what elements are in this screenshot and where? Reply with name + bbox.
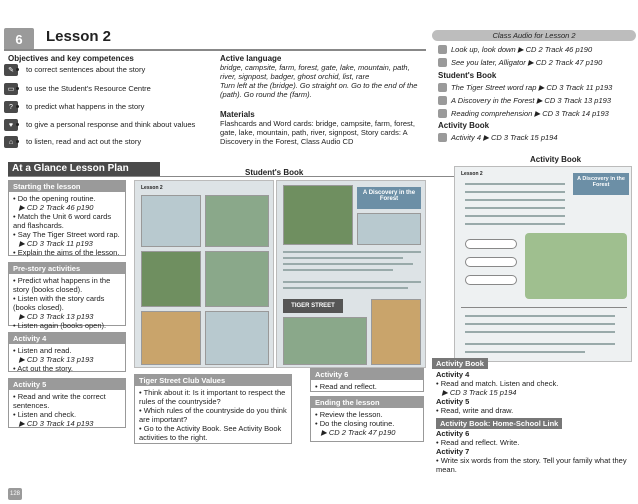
box-line: • Do the opening routine. xyxy=(13,194,96,203)
story-panel xyxy=(205,195,269,247)
ab-a4-title: Activity 4 xyxy=(436,370,470,379)
text-line xyxy=(283,281,421,283)
box-line: • Say The Tiger Street word rap. xyxy=(13,230,120,239)
box-title: Tiger Street Club Values xyxy=(135,375,291,386)
speech-bubble xyxy=(465,275,517,285)
text-line xyxy=(465,315,615,317)
text-line xyxy=(465,199,565,201)
text-line xyxy=(465,331,615,333)
activity5-box xyxy=(8,378,126,428)
story-title-banner: A Discovery in the Forest xyxy=(357,187,421,209)
students-book-page-left xyxy=(134,180,274,368)
tiger-street-sign: TIGER STREET xyxy=(283,299,343,313)
audio-row: A Discovery in the Forest ▶ CD 3 Track 13 p193 xyxy=(438,96,634,105)
ab-a5-title: Activity 5 xyxy=(436,397,470,406)
story-panel xyxy=(205,311,269,365)
class-audio-title: Class Audio for Lesson 2 xyxy=(432,30,636,41)
ab-side-notes xyxy=(436,370,636,474)
box-line: ▶ CD 3 Track 14 p193 xyxy=(19,419,94,428)
box-title: Activity 6 xyxy=(311,369,423,380)
starting-lesson-box xyxy=(8,180,126,256)
box-line: • Act out the story. xyxy=(13,364,74,373)
ab-a6-title: Activity 6 xyxy=(436,429,470,438)
objective-item: to correct sentences about the story xyxy=(16,65,145,74)
prestory-box xyxy=(8,262,126,330)
ab-home-head: Activity Book: Home-School Link xyxy=(436,418,562,429)
text-line xyxy=(283,263,413,265)
unit-number: 6 xyxy=(15,31,23,47)
text-line xyxy=(465,223,565,225)
map-illustration xyxy=(525,233,627,299)
active-language-text: bridge, campsite, farm, forest, gate, lake, mountain, path, river, signpost, badger, ghost orchid, list, rare xyxy=(220,63,410,81)
lesson-title: Lesson 2 xyxy=(46,28,112,45)
at-a-glance-title: At a Glance Lesson Plan xyxy=(8,162,160,176)
ab-line: • Read and reflect. Write. xyxy=(436,438,520,447)
audio-row: The Tiger Street word rap ▶ CD 3 Track 11 p193 xyxy=(438,83,634,92)
box-line: • Think about it: Is it important to respect the rules of the countryside? xyxy=(139,388,286,406)
activity-book-label: Activity Book xyxy=(530,155,582,164)
box-title: Activity 5 xyxy=(9,379,125,390)
box-title: Pre-story activities xyxy=(9,263,125,274)
students-book-label: Student's Book xyxy=(245,168,304,177)
story-panel xyxy=(205,251,269,307)
audio-row: Activity 4 ▶ CD 3 Track 15 p194 xyxy=(438,133,634,142)
box-line: • Listen and read. xyxy=(13,346,72,355)
active-language-title: Active language xyxy=(220,54,282,63)
text-line xyxy=(465,215,565,217)
thumb-lesson: Lesson 2 xyxy=(141,185,163,191)
story-panel xyxy=(141,251,201,307)
activity4-box xyxy=(8,332,126,372)
audio-row: See you later, Alligator ▶ CD 2 Track 47 p190 xyxy=(438,58,634,67)
box-line: • Review the lesson. xyxy=(315,410,383,419)
text-line xyxy=(465,351,585,353)
materials-title: Materials xyxy=(220,110,255,119)
divider xyxy=(461,307,627,308)
text-line xyxy=(465,191,565,193)
text-line xyxy=(283,269,393,271)
objectives-title: Objectives and key competences xyxy=(8,54,134,63)
ab-side-head: Activity Book xyxy=(432,358,488,369)
box-line: • Which rules of the countryside do you think are important? xyxy=(139,406,287,424)
students-book-audio-title: Student's Book xyxy=(438,71,497,80)
active-language-instructions: Turn left at the (bridge). Go straight on. Go to the end of the (path). Go round the (farm). xyxy=(220,81,418,99)
box-line: • Predict what happens in the story (books closed). xyxy=(13,276,111,294)
box-line: • Explain the aims of the lesson. xyxy=(13,248,120,257)
ab-line: ▶ CD 3 Track 15 p194 xyxy=(442,388,517,397)
box-line: ▶ CD 3 Track 11 p193 xyxy=(19,239,93,248)
box-line: ▶ CD 2 Track 46 p190 xyxy=(19,203,94,212)
activity-book-page xyxy=(454,166,632,362)
text-line xyxy=(465,207,565,209)
box-title: Ending the lesson xyxy=(311,397,423,408)
box-title: Starting the lesson xyxy=(9,181,125,192)
cd-icon xyxy=(438,133,447,142)
computer-icon: ▭ xyxy=(4,83,18,95)
ab-story-banner: A Discovery in the Forest xyxy=(573,173,629,195)
page-number: 128 xyxy=(8,488,22,500)
text-line xyxy=(283,287,408,289)
audio-row: Look up, look down ▶ CD 2 Track 46 p190 xyxy=(438,45,634,54)
objective-item: to give a personal response and think about values xyxy=(16,120,195,129)
text-line xyxy=(465,183,565,185)
objective-item: to use the Student's Resource Centre xyxy=(16,84,151,93)
box-line: • Do the closing routine. xyxy=(315,419,395,428)
speech-bubble xyxy=(465,239,517,249)
ending-box xyxy=(310,396,424,442)
story-panel xyxy=(283,185,353,245)
audio-row: Reading comprehension ▶ CD 3 Track 14 p193 xyxy=(438,109,634,118)
objective-item: to listen, read and act out the story xyxy=(16,137,141,146)
box-title: Activity 4 xyxy=(9,333,125,344)
box-line: • Listen and check. xyxy=(13,410,77,419)
story-panel xyxy=(357,213,421,245)
ab-line: • Write six words from the story. Tell your family what they mean. xyxy=(436,456,627,474)
activity6-box xyxy=(310,368,424,392)
cd-icon xyxy=(438,58,447,67)
students-book-page-right xyxy=(276,180,426,368)
box-line: • Listen again (books open). xyxy=(13,321,107,330)
header-divider xyxy=(4,49,426,51)
cd-icon xyxy=(438,109,447,118)
box-line: • Match the Unit 6 word cards and flashcards. xyxy=(13,212,112,230)
ab-line: • Read, write and draw. xyxy=(436,406,514,415)
unit-number-tab xyxy=(4,28,34,50)
cd-icon xyxy=(438,96,447,105)
predict-icon: ? xyxy=(4,101,18,113)
box-line: ▶ CD 2 Track 47 p190 xyxy=(321,428,396,437)
box-line: • Listen with the story cards (books closed). xyxy=(13,294,105,312)
values-icon: ♥ xyxy=(4,119,18,131)
building-icon: ⌂ xyxy=(4,136,18,148)
ab-side-head-wrap xyxy=(432,358,552,369)
materials-text: Flashcards and Word cards: bridge, campsite, farm, forest, gate, lake, mountain, path, river, signpost, Story cards: A Discovery in the Forest, Class Audio CD xyxy=(220,119,415,146)
ab-a7-title: Activity 7 xyxy=(436,447,470,456)
box-line: • Go to the Activity Book. See Activity Book activities to the right. xyxy=(139,424,282,442)
club-values-box xyxy=(134,374,292,444)
box-line: • Read and write the correct sentences. xyxy=(13,392,106,410)
activity-book-audio-title: Activity Book xyxy=(438,121,490,130)
text-line xyxy=(465,343,615,345)
cd-icon xyxy=(438,83,447,92)
text-line xyxy=(283,257,403,259)
story-panel xyxy=(141,311,201,365)
club-photo xyxy=(371,299,421,365)
club-photo xyxy=(283,317,367,365)
objective-item: to predict what happens in the story xyxy=(16,102,144,111)
text-line xyxy=(465,323,615,325)
story-panel xyxy=(141,195,201,247)
box-line: • Read and reflect. xyxy=(315,382,377,391)
text-line xyxy=(283,251,421,253)
box-line: ▶ CD 3 Track 13 p193 xyxy=(19,355,94,364)
ab-line: • Read and match. Listen and check. xyxy=(436,379,559,388)
box-line: ▶ CD 3 Track 13 p193 xyxy=(19,312,94,321)
ab-thumb-lesson: Lesson 2 xyxy=(461,171,483,177)
correct-icon: ✎ xyxy=(4,64,18,76)
speech-bubble xyxy=(465,257,517,267)
cd-icon xyxy=(438,45,447,54)
